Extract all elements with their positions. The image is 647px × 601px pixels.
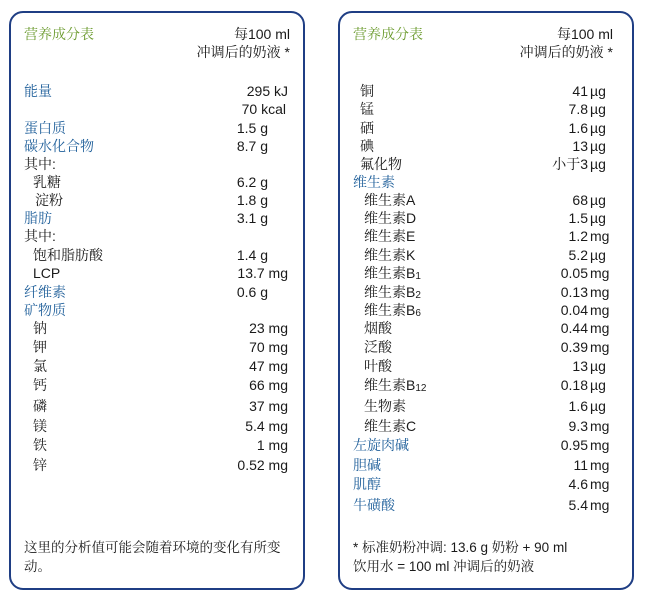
nutrient-value: 5.4 mg xyxy=(245,418,288,434)
nutrient-label: 维生素$B_1$ xyxy=(364,265,421,282)
nutrient-label: 叶酸 xyxy=(364,358,392,374)
nutrient-value: 6.2 g xyxy=(236,174,268,190)
nutrient-unit: µg xyxy=(590,398,606,414)
nutrient-label: 碳水化合物 xyxy=(24,138,94,154)
nutrient-label: 铁 xyxy=(33,437,47,453)
nutrient-label: 乳糖 xyxy=(33,174,61,190)
nutrient-unit: µg xyxy=(590,210,606,226)
nutrient-value: 0.52 mg xyxy=(237,457,288,473)
nutrient-unit: mg xyxy=(590,476,610,492)
right-panel-title: 营养成分表 xyxy=(353,26,423,42)
nutrient-unit: mg xyxy=(590,418,610,434)
nutrient-label: 胆碱 xyxy=(353,457,381,473)
nutrient-label: 淀粉 xyxy=(35,192,63,208)
nutrient-amount: 13 xyxy=(572,358,588,374)
nutrient-unit: mg xyxy=(590,302,610,318)
nutrient-label: 牛磺酸 xyxy=(353,497,395,513)
nutrient-unit: µg xyxy=(590,358,606,374)
nutrient-label: 纤维素 xyxy=(24,284,66,300)
nutrient-label: 泛酸 xyxy=(364,339,392,355)
nutrient-amount: 0.44 xyxy=(560,320,588,336)
nutrient-amount: 0.39 xyxy=(560,339,588,355)
nutrient-unit: µg xyxy=(590,377,606,393)
nutrient-label: 维生素D xyxy=(364,210,417,226)
nutrient-unit: mg xyxy=(590,265,610,281)
nutrient-unit: µg xyxy=(590,101,606,117)
nutrient-unit: µg xyxy=(590,192,606,208)
right-footnote-line1: * 标准奶粉冲调: 13.6 g 奶粉 + 90 ml xyxy=(353,540,568,555)
nutrient-label: 磷 xyxy=(33,398,47,414)
nutrient-value: 0.6 g xyxy=(236,284,268,300)
nutrient-label: 维生素K xyxy=(364,247,416,263)
nutrient-label: 维生素 xyxy=(353,174,395,190)
nutrient-label: 铜 xyxy=(360,83,374,99)
nutrition-panel-right xyxy=(338,11,634,590)
nutrient-value: 1.8 g xyxy=(236,192,268,208)
nutrient-label: 维生素$B_{12}$ xyxy=(364,377,427,394)
nutrient-label: 饱和脂肪酸 xyxy=(33,247,103,263)
left-footnote: 这里的分析值可能会随着环境的变化有所变动。 xyxy=(24,540,281,574)
nutrient-label: 生物素 xyxy=(364,398,406,414)
nutrient-label: 脂肪 xyxy=(24,210,52,226)
nutrient-value: 8.7 g xyxy=(236,138,268,154)
nutrient-value: 1.5 g xyxy=(236,120,268,136)
nutrient-unit: mg xyxy=(590,228,610,244)
right-header-prepared: 冲调后的奶液 * xyxy=(519,44,613,60)
right-header-per-100ml: 每100 ml xyxy=(556,26,613,42)
nutrient-unit: mg xyxy=(590,437,610,453)
nutrient-label: 钙 xyxy=(33,377,47,393)
nutrient-label: 矿物质 xyxy=(24,302,66,318)
nutrient-amount: 1.6 xyxy=(568,398,588,414)
nutrient-value: 13.7 mg xyxy=(237,265,288,281)
nutrient-value: 23 mg xyxy=(249,320,288,336)
nutrient-label: 维生素A xyxy=(364,192,416,208)
nutrient-amount: 1.6 xyxy=(568,120,588,136)
nutrient-label: 碘 xyxy=(360,138,374,154)
nutrient-amount: 5.2 xyxy=(568,247,588,263)
nutrient-amount: 0.05 xyxy=(560,265,588,281)
nutrient-amount: 0.13 xyxy=(560,284,588,300)
nutrient-label: 硒 xyxy=(360,120,374,136)
nutrient-amount: 68 xyxy=(572,192,588,208)
nutrient-unit: µg xyxy=(590,83,606,99)
nutrient-unit: µg xyxy=(590,156,606,172)
left-header-prepared: 冲调后的奶液 * xyxy=(196,44,290,60)
nutrient-label: 镁 xyxy=(33,418,47,434)
nutrient-label: 维生素E xyxy=(364,228,416,244)
nutrient-label: 左旋肉碱 xyxy=(353,437,409,453)
nutrient-label: 维生素$B_6$ xyxy=(364,302,421,319)
nutrient-amount: 11 xyxy=(573,457,588,473)
left-header-per-100ml: 每100 ml xyxy=(233,26,290,42)
nutrition-panel-left xyxy=(9,11,305,590)
nutrient-label: 肌醇 xyxy=(353,476,381,492)
nutrient-amount: 13 xyxy=(572,138,588,154)
nutrient-label: 其中: xyxy=(24,228,56,244)
left-panel-title: 营养成分表 xyxy=(24,26,94,42)
nutrient-amount: 小于3 xyxy=(552,156,588,172)
nutrient-unit: mg xyxy=(590,320,610,336)
nutrient-value: 66 mg xyxy=(249,377,288,393)
nutrient-amount: 1.2 xyxy=(568,228,588,244)
nutrient-label: 锌 xyxy=(33,457,47,473)
nutrient-label: LCP xyxy=(33,265,61,281)
nutrient-amount: 41 xyxy=(572,83,588,99)
nutrient-label: 钾 xyxy=(33,339,47,355)
nutrient-label: 维生素$B_2$ xyxy=(364,284,421,301)
nutrient-unit: µg xyxy=(590,138,606,154)
nutrient-label: 烟酸 xyxy=(364,320,392,336)
nutrient-unit: mg xyxy=(590,284,610,300)
nutrient-label: 钠 xyxy=(33,320,47,336)
nutrient-value: 70 mg xyxy=(249,339,288,355)
nutrient-amount: 4.6 xyxy=(568,476,588,492)
nutrient-unit: mg xyxy=(590,339,610,355)
nutrient-value: 295 kJ xyxy=(246,83,288,99)
nutrient-unit: µg xyxy=(590,247,606,263)
nutrient-label: 其中: xyxy=(24,156,56,172)
nutrient-label: 氟化物 xyxy=(360,156,402,172)
nutrient-label: 锰 xyxy=(360,101,374,117)
nutrient-unit: mg xyxy=(590,457,610,473)
nutrient-amount: 0.18 xyxy=(560,377,588,393)
nutrient-value: 3.1 g xyxy=(236,210,268,226)
nutrient-value: 47 mg xyxy=(249,358,288,374)
nutrient-amount: 0.04 xyxy=(560,302,588,318)
nutrient-value: 1 mg xyxy=(256,437,288,453)
nutrient-amount: 1.5 xyxy=(568,210,588,226)
nutrient-amount: 7.8 xyxy=(568,101,588,117)
nutrient-amount: 5.4 xyxy=(568,497,588,513)
nutrient-value: 1.4 g xyxy=(236,247,268,263)
nutrient-label: 能量 xyxy=(24,83,52,99)
nutrient-amount: 0.95 xyxy=(560,437,588,453)
nutrient-label: 维生素C xyxy=(364,418,417,434)
nutrient-label: 蛋白质 xyxy=(24,120,66,136)
nutrient-value: 70 kcal xyxy=(241,101,286,117)
nutrient-label: 氯 xyxy=(33,358,47,374)
nutrient-unit: mg xyxy=(590,497,610,513)
nutrient-unit: µg xyxy=(590,120,606,136)
right-footnote-line2: 饮用水 = 100 ml 冲调后的奶液 xyxy=(353,559,535,574)
nutrient-amount: 9.3 xyxy=(568,418,588,434)
nutrient-value: 37 mg xyxy=(249,398,288,414)
